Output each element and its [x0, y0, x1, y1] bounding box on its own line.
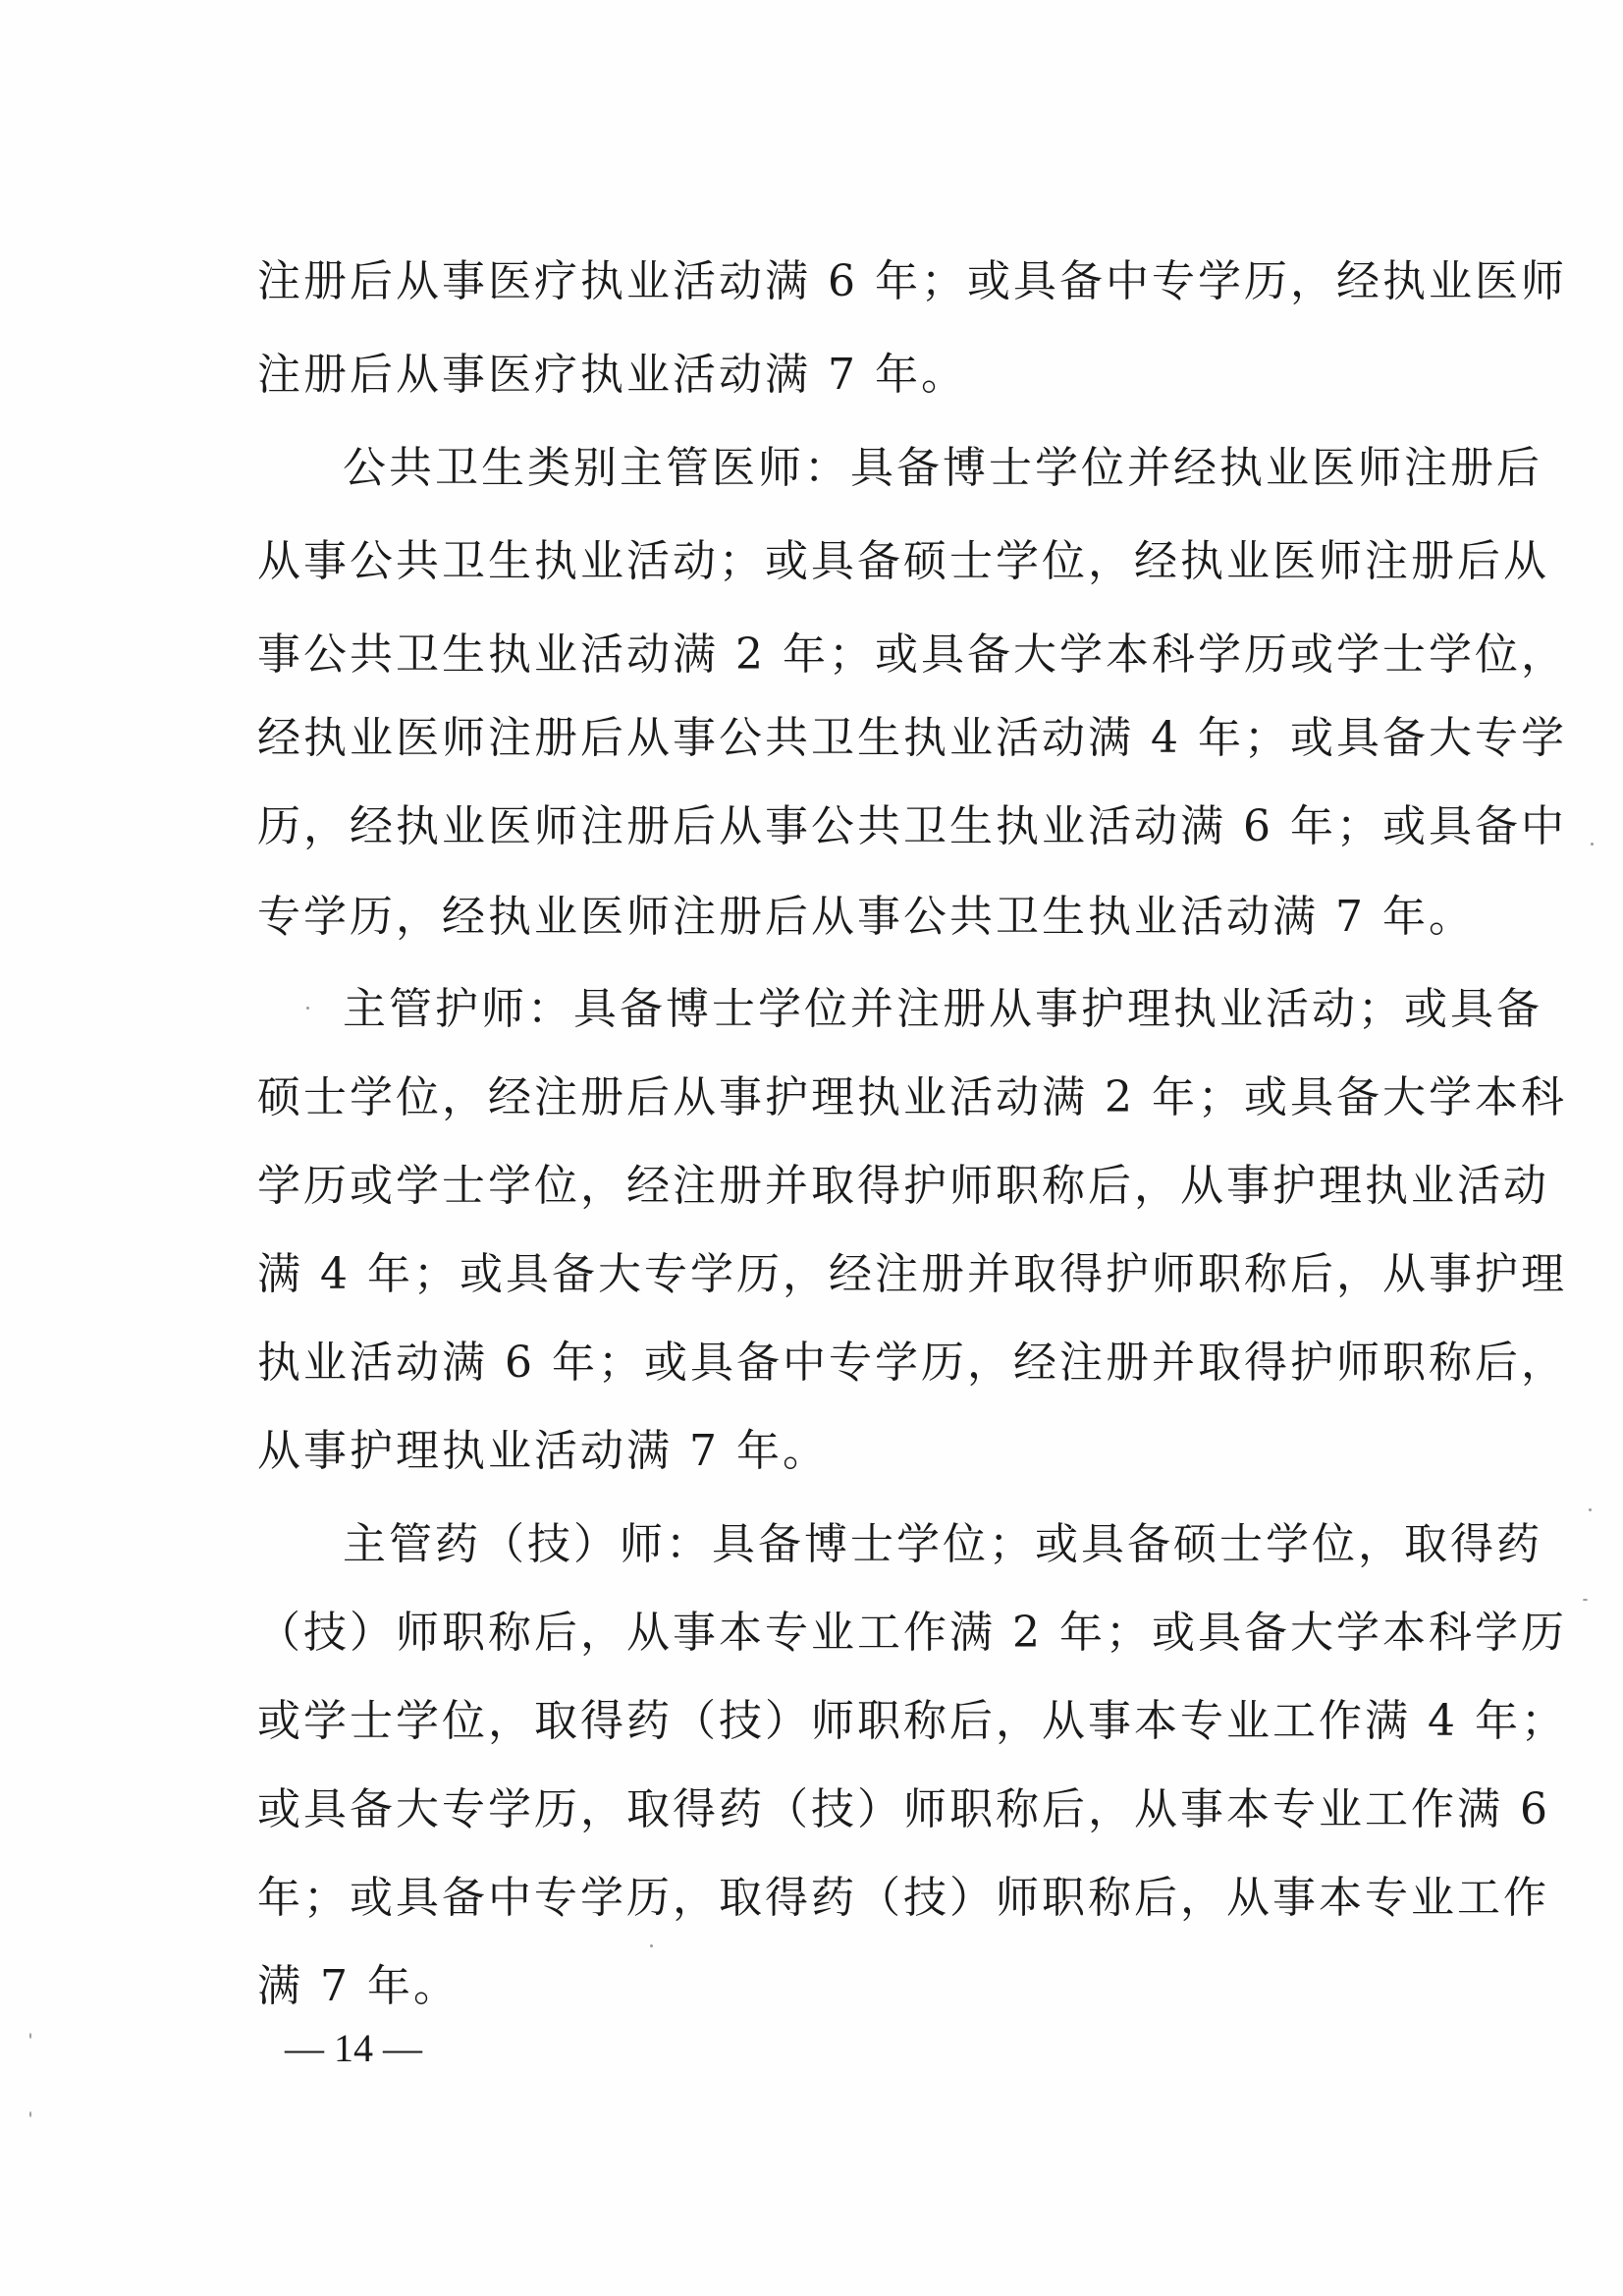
text-line: 注册后从事医疗执业活动满 7 年。	[257, 350, 967, 400]
text-line: 经执业医师注册后从事公共卫生执业活动满 4 年；或具备大专学	[257, 713, 1567, 763]
page-number: — 14 —	[285, 2026, 422, 2070]
paragraph-first-line: 主管药（技）师：具备博士学位；或具备硕士学位，取得药	[343, 1519, 1542, 1569]
scan-speck	[1591, 843, 1594, 846]
text-line: 从事公共卫生执业活动；或具备硕士学位，经执业医师注册后从	[257, 536, 1549, 586]
paragraph-first-line: 公共卫生类别主管医师：具备博士学位并经执业医师注册后	[343, 443, 1542, 493]
text-line: 事公共卫生执业活动满 2 年；或具备大学本科学历或学士学位，	[257, 629, 1567, 680]
text-line: 专学历，经执业医师注册后从事公共卫生执业活动满 7 年。	[257, 892, 1475, 942]
text-line: 满 7 年。	[257, 1961, 460, 2011]
paragraph-first-line: 主管护师：具备博士学位并注册从事护理执业活动；或具备	[343, 984, 1542, 1034]
text-line: 历，经执业医师注册后从事公共卫生执业活动满 6 年；或具备中	[257, 801, 1567, 851]
text-line: 硕士学位，经注册后从事护理执业活动满 2 年；或具备大学本科	[257, 1072, 1567, 1122]
scan-speck	[306, 1007, 309, 1010]
text-line: 注册后从事医疗执业活动满 6 年；或具备中专学历，经执业医师	[257, 256, 1567, 306]
text-line: 从事护理执业活动满 7 年。	[257, 1426, 829, 1476]
text-line: （技）师职称后，从事本专业工作满 2 年；或具备大学本科学历	[257, 1608, 1567, 1658]
text-line: 执业活动满 6 年；或具备中专学历，经注册并取得护师职称后，	[257, 1338, 1567, 1388]
text-line: 年；或具备中专学历，取得药（技）师职称后，从事本专业工作	[257, 1873, 1549, 1923]
scan-speck	[1589, 1508, 1592, 1511]
text-line: 学历或学士学位，经注册并取得护师职称后，从事护理执业活动	[257, 1161, 1549, 1211]
text-line: 满 4 年；或具备大专学历，经注册并取得护师职称后，从事护理	[257, 1249, 1567, 1299]
text-line: 或学士学位，取得药（技）师职称后，从事本专业工作满 4 年；	[257, 1696, 1567, 1746]
scan-speck	[29, 2111, 31, 2117]
text-line: 或具备大专学历，取得药（技）师职称后，从事本专业工作满 6	[257, 1784, 1550, 1834]
scan-speck	[1583, 1599, 1588, 1601]
scan-speck	[29, 2033, 31, 2039]
scan-speck	[650, 1944, 653, 1947]
